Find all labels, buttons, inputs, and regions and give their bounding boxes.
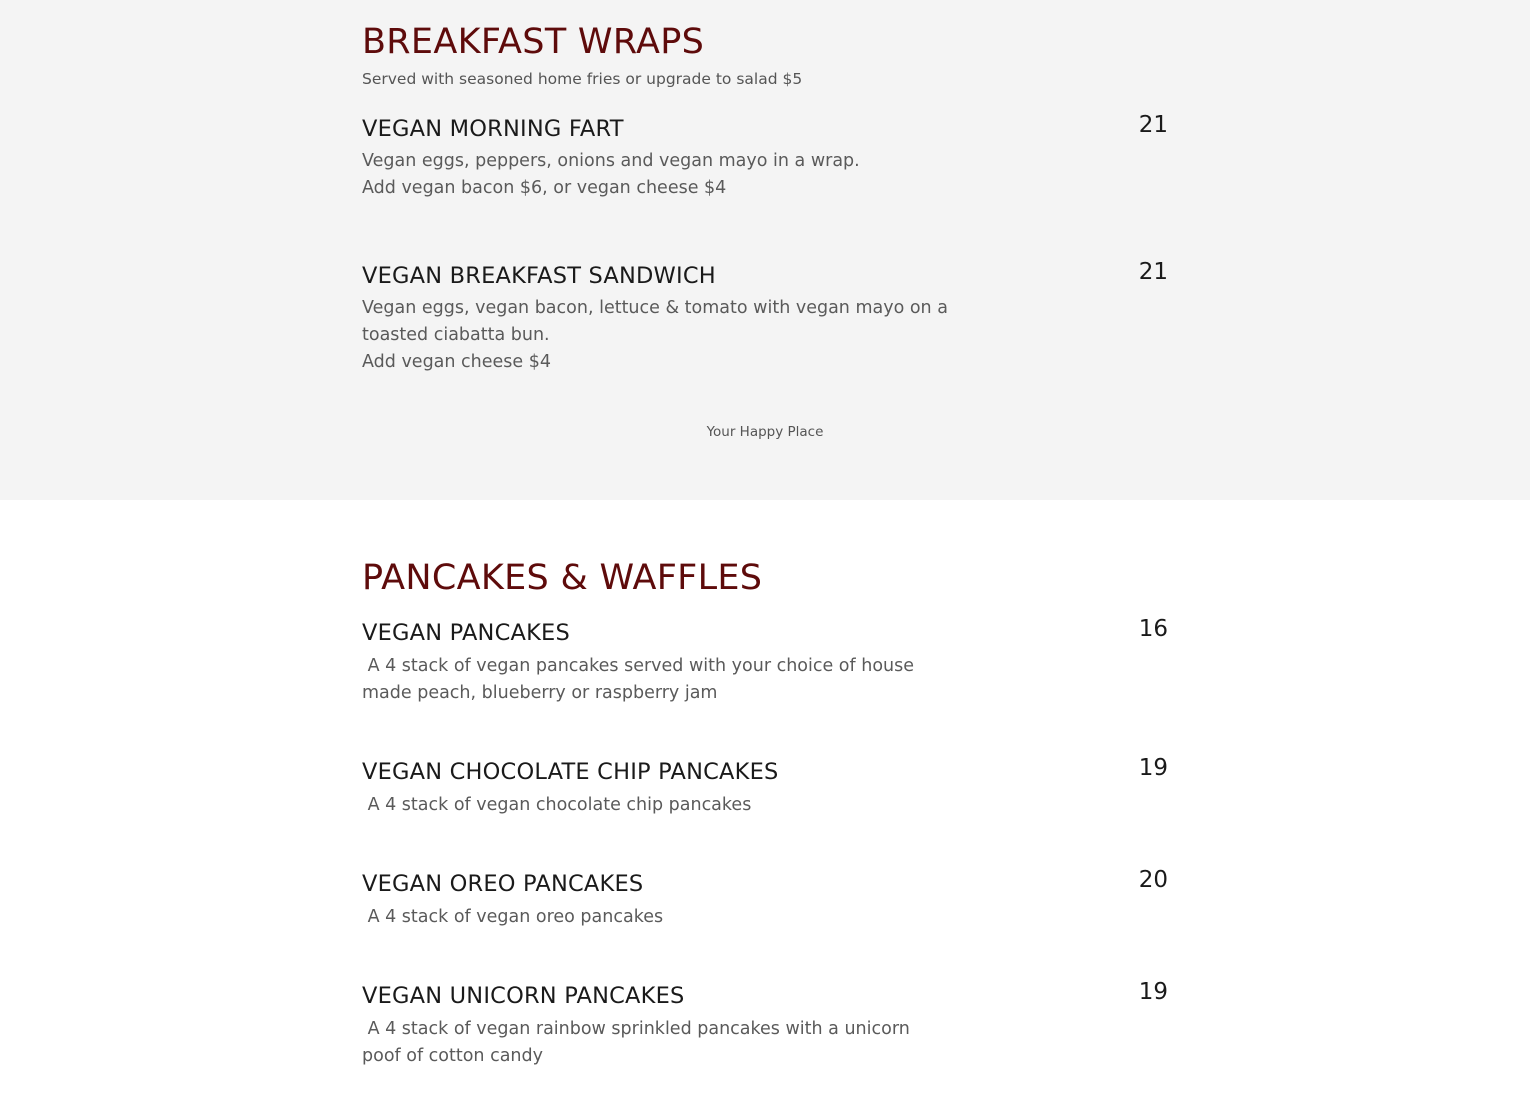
breakfast-wraps-content [362,20,1168,376]
section-subtitle: Served with seasoned home fries or upgrade to salad $5 [362,70,803,88]
item-price: 16 [1138,616,1168,642]
pancakes-waffles-section [0,500,1530,1109]
item-price: 21 [1138,259,1168,285]
section-title-pancakes-waffles: PANCAKES & WAFFLES [362,558,763,598]
item-name: VEGAN OREO PANCAKES [362,871,644,897]
section-title-breakfast-wraps: BREAKFAST WRAPS [362,22,705,62]
item-description-line: Vegan eggs, vegan bacon, lettuce & tomato with vegan mayo on a toasted ciabatta bun. [362,298,948,345]
item-description [362,148,952,202]
menu-item [362,618,1168,707]
item-name: VEGAN CHOCOLATE CHIP PANCAKES [362,759,779,785]
item-price: 20 [1138,867,1168,893]
item-description-line: Add vegan bacon $6, or vegan cheese $4 [362,178,727,198]
breakfast-wraps-section [0,0,1530,500]
item-description: A 4 stack of vegan pancakes served with your choice of house made peach, blueberry or raspberry jam [362,656,920,703]
item-description-line: Vegan eggs, peppers, onions and vegan mayo in a wrap. [362,151,860,171]
item-name: VEGAN UNICORN PANCAKES [362,983,685,1009]
item-name: VEGAN PANCAKES [362,620,570,646]
pancakes-waffles-content [362,556,1168,1070]
menu-item [362,757,1168,819]
item-description [362,295,952,376]
item-price: 21 [1138,112,1168,138]
item-description: A 4 stack of vegan rainbow sprinkled pancakes with a unicorn poof of cotton candy [362,1019,916,1066]
item-description-line: Add vegan cheese $4 [362,352,552,372]
menu-item [362,869,1168,931]
item-name: VEGAN MORNING FART [362,116,624,142]
menu-item [362,114,1168,202]
item-description: A 4 stack of vegan oreo pancakes [362,907,664,927]
item-name: VEGAN BREAKFAST SANDWICH [362,263,716,289]
item-description: A 4 stack of vegan chocolate chip pancakes [362,795,752,815]
item-price: 19 [1138,755,1168,781]
menu-item [362,981,1168,1070]
menu-item [362,261,1168,376]
footer-tagline: Your Happy Place [706,424,824,440]
item-price: 19 [1138,979,1168,1005]
